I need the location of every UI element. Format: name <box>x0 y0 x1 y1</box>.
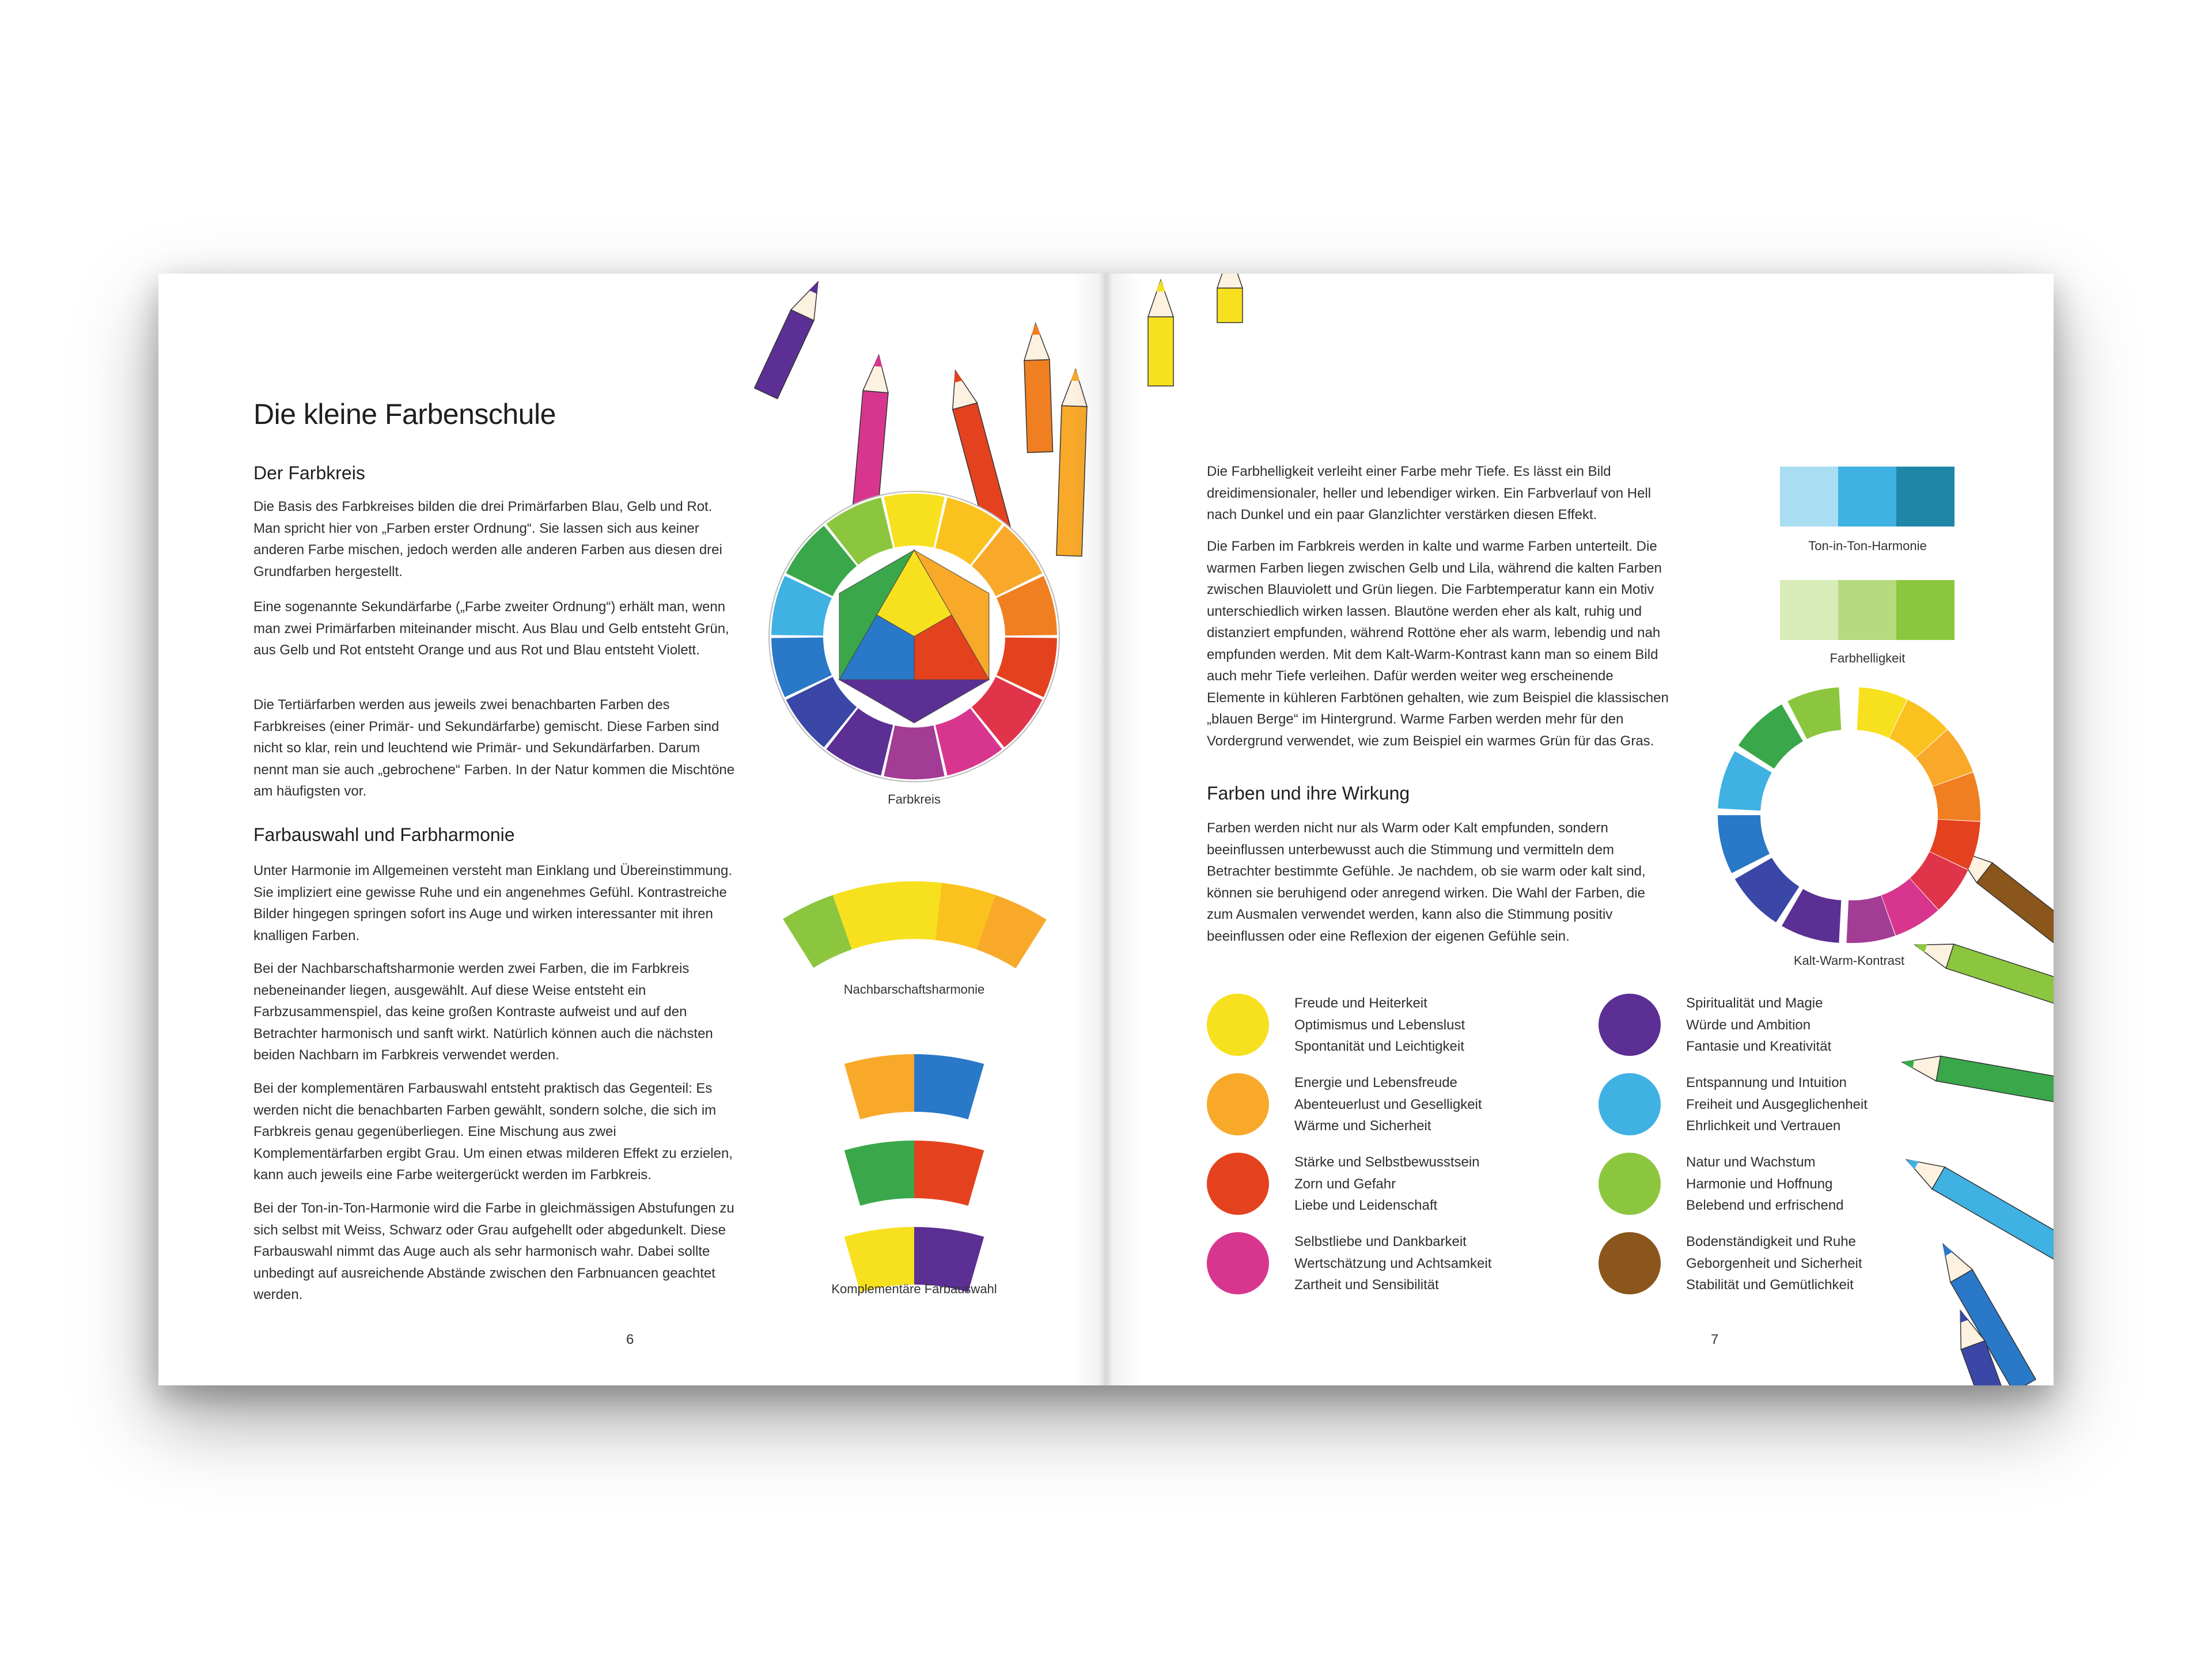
paragraph: Bei der Ton-in-Ton-Harmonie wird die Farbe in gleichmässigen Abstufungen zu sich selbst mit Weiss, Schwarz oder Grau aufgehellt oder abgedunkelt. Diese Farbauswahl nimmt das Auge auch als sehr harmonisch wahr. Dabei sollte unbedingt auf ausreichende Abstände zwischen den Farbnuancen geachtet werden. <box>253 1200 734 1302</box>
heading-farbharmonie: Farbauswahl und Farbharmonie <box>253 824 515 845</box>
complementary-left <box>844 1054 914 1119</box>
color-dot <box>1207 1232 1269 1294</box>
association-line: Zorn und Gefahr <box>1294 1176 1396 1192</box>
arc-segment <box>887 881 943 940</box>
complementary-left <box>844 1141 914 1206</box>
brightness-swatch <box>1780 580 1955 640</box>
swatch-segment <box>1780 467 1838 527</box>
page-number: 7 <box>1711 1332 1719 1347</box>
association-text <box>1686 993 1831 1058</box>
caption-komplementaer: Komplementäre Farbauswahl <box>831 1282 997 1296</box>
neighbor-harmony-figure <box>782 853 1047 968</box>
association-line: Wertschätzung und Achtsamkeit <box>1294 1255 1492 1271</box>
open-book <box>158 274 2054 1385</box>
association-line: Energie und Lebensfreude <box>1294 1075 1457 1090</box>
caption-farbkreis: Farbkreis <box>888 792 941 806</box>
colored-pencil <box>1900 1149 2054 1264</box>
color-dot <box>1599 1153 1661 1215</box>
association-line: Optimismus und Lebenslust <box>1294 1017 1465 1033</box>
association-text <box>1294 993 1465 1058</box>
colored-pencil <box>1023 323 1053 452</box>
tone-in-tone-swatch <box>1780 467 1955 527</box>
complementary-right <box>914 1054 984 1119</box>
top-pencils-illustration-right <box>1106 274 1336 389</box>
association-line: Freiheit und Ausgeglichenheit <box>1686 1096 1868 1112</box>
colored-pencil <box>755 276 830 399</box>
association-line: Spiritualität und Magie <box>1686 995 1823 1011</box>
color-dot <box>1599 1073 1661 1135</box>
colored-pencil <box>1217 274 1243 323</box>
association-line: Natur und Wachstum <box>1686 1154 1816 1170</box>
caption-kalt-warm: Kalt-Warm-Kontrast <box>1793 953 1905 968</box>
paragraph: Bei der Nachbarschaftsharmonie werden zwei Farben, die im Farbkreis nebeneinander liegen, ausgewählt. Auf diese Weise entsteht ein Farbzusammenspiel, das keine großen Kontraste aufweist und auf den Betrachter harmonisch und sanft wirkt. Natürlich können auch die nächsten beiden Nachbarn im Farbkreis verwendet werden. <box>253 961 713 1063</box>
color-dot <box>1207 1073 1269 1135</box>
caption-nachbarschaftsharmonie: Nachbarschaftsharmonie <box>843 982 985 997</box>
association-line: Harmonie und Hoffnung <box>1686 1176 1833 1192</box>
heading-wirkung: Farben und ihre Wirkung <box>1207 783 1410 804</box>
association-line: Spontanität und Leichtigkeit <box>1294 1039 1464 1054</box>
association-text <box>1294 1231 1491 1296</box>
caption-ton-in-ton: Ton-in-Ton-Harmonie <box>1808 539 1927 553</box>
cold-warm-ring <box>1722 683 1976 948</box>
association-line: Selbstliebe und Dankbarkeit <box>1294 1234 1467 1249</box>
left-page <box>158 274 1106 1385</box>
swatch-segment <box>1780 580 1838 640</box>
paragraph: Bei der komplementären Farbauswahl entsteht praktisch das Gegenteil: Es werden nicht die benachbarten Farben gewählt, sondern solche, die sich im Farbkreis genau gegenüberliegen. Eine Mischung aus zwei Komplementärfarben ergibt Grau. Um einen etwas milderen Effekt zu erzielen, kann auch jeweils eine Farbe weitergerückt werden im Farbkreis. <box>253 1081 733 1183</box>
paragraph: Die Farben im Farbkreis werden in kalte und warme Farben unterteilt. Die warmen Farben liegen zwischen Gelb und Lila, während die kalten Farben zwischen Blauviolett und Grün liegen. Die Farbtemperatur kann ein Motiv unterschiedlich wirken lassen. Blautöne werden eher als kalt, ruhig und distanziert empfunden, während Rottöne eher als warm, lebendig und nah empfunden werden. Mit dem Kalt-Warm-Kontrast kann man so einem Bild auch mehr Tiefe verleihen. Dafür werden weiter weg erscheinende Elemente in kühleren Farbtönen gehalten, wie zum Beispiel die klassischen „blauen Berge“ im Hintergrund. Warme Farben werden mehr für den Vordergrund verwendet, wie zum Beispiel ein warmes Grün für das Gras. <box>1207 539 1669 749</box>
swatch-segment <box>1838 467 1896 527</box>
association-text <box>1294 1152 1480 1217</box>
association-line: Abenteuerlust und Geselligkeit <box>1294 1096 1482 1112</box>
color-dot <box>1207 994 1269 1056</box>
color-dot <box>1599 1232 1661 1294</box>
paragraph: Die Tertiärfarben werden aus jeweils zwei benachbarten Farben des Farbkreises (einer Primär- und Sekundärfarbe) gemischt. Diese Farben sind nicht so klar, rein und leuchtend wie Primär- und Sekundärfarben. Darum nennt man sie auch „gebrochene“ Farben. In der Natur kommen die Mischtöne am häufigsten vor. <box>253 697 735 799</box>
page-number: 6 <box>626 1332 634 1347</box>
association-text <box>1294 1072 1482 1137</box>
association-text <box>1686 1152 1844 1217</box>
association-line: Stabilität und Gemütlichkeit <box>1686 1277 1854 1293</box>
association-line: Entspannung und Intuition <box>1686 1075 1847 1090</box>
swatch-segment <box>1896 580 1955 640</box>
color-dot <box>1599 994 1661 1056</box>
association-line: Bodenständigkeit und Ruhe <box>1686 1234 1856 1249</box>
color-wheel-figure <box>764 487 1064 786</box>
paragraph: Eine sogenannte Sekundärfarbe („Farbe zweiter Ordnung“) erhält man, wenn man zwei Primärfarben miteinander mischt. Aus Blau und Gelb entsteht Grün, aus Gelb und Rot entsteht Orange und aus Rot und Blau entsteht Violett. <box>253 599 729 658</box>
association-line: Geborgenheit und Sicherheit <box>1686 1255 1862 1271</box>
association-line: Würde und Ambition <box>1686 1017 1811 1033</box>
colored-pencil <box>1900 1050 2054 1107</box>
paragraph: Die Farbhelligkeit verleiht einer Farbe mehr Tiefe. Es lässt ein Bild dreidimensionaler, heller und lebendiger wirken. Ein Farbverlauf von Hell nach Dunkel und ein paar Glanzlichter verstärken diesen Effekt. <box>1207 464 1652 522</box>
heading-farbkreis: Der Farbkreis <box>253 463 365 483</box>
association-text <box>1686 1072 1868 1137</box>
colored-pencil <box>1148 280 1173 386</box>
association-line: Zartheit und Sensibilität <box>1294 1277 1439 1293</box>
swatch-segment <box>1896 467 1955 527</box>
complementary-right <box>914 1141 984 1206</box>
page-title: Die kleine Farbenschule <box>253 398 556 430</box>
association-line: Stärke und Selbstbewusstsein <box>1294 1154 1480 1170</box>
association-line: Liebe und Leidenschaft <box>1294 1198 1438 1213</box>
association-line: Belebend und erfrischend <box>1686 1198 1844 1213</box>
association-line: Freude und Heiterkeit <box>1294 995 1427 1011</box>
paragraph: Farben werden nicht nur als Warm oder Kalt empfunden, sondern beeinflussen unterbewusst auch die Stimmung und vermitteln dem Betrachter bestimmte Gefühle. Je nachdem, ob sie warm oder kalt sind, können sie beruhigend oder anregend wirken. Die Wahl der Farben, die zum Ausmalen verwendet werden, kann also die Stimmung positiv beeinflussen oder eine Reflexion der eigenen Gefühle sein. <box>1207 820 1646 944</box>
right-page <box>1106 274 2054 1385</box>
paragraph: Die Basis des Farbkreises bilden die drei Primärfarben Blau, Gelb und Rot. Man spricht hier von „Farben erster Ordnung“. Sie lassen sich aus keiner anderen Farbe mischen, jedoch werden alle anderen Farben aus diesen drei Grundfarben hergestellt. <box>253 499 722 579</box>
association-text <box>1686 1231 1862 1296</box>
association-line: Fantasie und Kreativität <box>1686 1039 1832 1054</box>
complementary-figure <box>828 1037 1001 1279</box>
caption-farbhelligkeit: Farbhelligkeit <box>1830 651 1906 665</box>
association-line: Wärme und Sicherheit <box>1294 1118 1431 1134</box>
paragraph: Unter Harmonie im Allgemeinen versteht man Einklang und Übereinstimmung. Sie impliziert eine gewisse Ruhe und ein angenehmes Gefühl. Kontrastreiche Bilder hingegen springen sofort ins Auge und wirken interessanter mit ihren knalligen Farben. <box>253 863 733 944</box>
color-dot <box>1207 1153 1269 1215</box>
association-line: Ehrlichkeit und Vertrauen <box>1686 1118 1841 1134</box>
swatch-segment <box>1838 580 1896 640</box>
